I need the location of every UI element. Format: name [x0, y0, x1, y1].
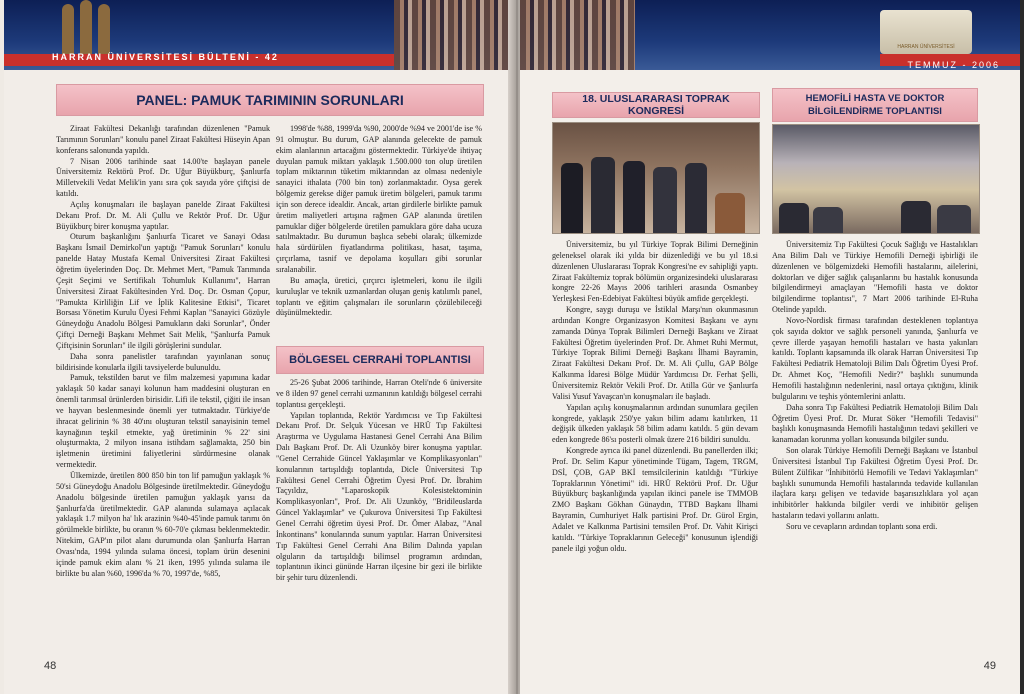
- logo-text: HARRAN ÜNİVERSİTESİ: [897, 44, 955, 50]
- person-figure: [591, 157, 615, 233]
- paragraph: Novo-Nordisk firması tarafından desteklenen toplantıya çok sayıda doktor ve sağlık personeli yanında, Şanlıurfa ve çevre illerde yaşayan hemofili hastaları ve hasta yakınları katıldı. Toplantı kapsamında ilk olarak Harran Üniversitesi Tıp Fakültesi Pediatrik Hematoloji Bilim Dalı Öğretim Üyesi Prof. Dr. Ahmet Koç, "Hemofili Nedir?" başlıklı sunumunda Hemofili hastalığının nedenlerini, nasıl ortaya çıktığını, klinik bulgularını ve teşhis yöntemlerini anlattı.: [772, 315, 978, 401]
- audience-figure: [937, 205, 971, 233]
- paragraph: Daha sonra panelistler tarafından yayınlanan sonuç bildirisinde konularla ilgili tavsiyelerde bulunuldu.: [56, 351, 270, 372]
- person-figure: [561, 163, 583, 233]
- paragraph: Kongrede ayrıca iki panel düzenlendi. Bu panellerden ilki; Prof. Dr. Selim Kapur yönetiminde Tügam, Tagem, TRGM, DSİ, ÇOB, GAP BKİ temsilcilerinin katıldığı "Türkiye Topraklarının Yönetimi" idi. HRÜ Rektörü Prof. Dr. Uğur Büyükburç başkanlığında yapılan ikinci panele ise TMMOB ZMO Başkanı Gökhan Günaydın, TTBD Başkanı İlhami Bayramin, Cumhuriyet Halk partisini Prof. Dr. Gürol Ergin, Adalet ve Kalkınma Partisini temsilen Prof. Dr. Vahit Kirişci katıldı. "Türkiye Topraklarının Geleceği" konusunun işlendiği panele ilgi yoğun oldu.: [552, 446, 758, 553]
- statue-icon: [62, 4, 74, 56]
- soil-congress-photo: [552, 122, 760, 234]
- person-figure: [653, 167, 677, 233]
- left-column-2b: [276, 378, 482, 584]
- paragraph: Üniversitemiz, bu yıl Türkiye Toprak Bilimi Derneğinin geleneksel olarak iki yılda bir düzenlediği ve bu yıl 18.si düzenlenen Uluslararası Toprak Kongresi'ne ev sahipliği yaptı. Ziraat Fakültemiz toprak bölümün organizesindeki uluslararası kongre 22-26 Mayıs 2006 tarihleri arasında Osmanbey Yerleşkesi Fen-Edebiyat Fakültesi büyük amfide gerçekleşti.: [552, 240, 758, 304]
- paragraph: Daha sonra Tıp Fakültesi Pediatrik Hematoloji Bilim Dalı Öğretim Üyesi Prof. Dr. Murat Söker "Hemofili Tedavisi" başlıklı konuşmasında Hemofili hastalığının tedavi şekilleri ve kanamadan korunma yolları konusunda bilgiler sundu.: [772, 402, 978, 445]
- paragraph: 7 Nisan 2006 tarihinde saat 14.00'te başlayan panele Üniversitemiz Rektörü Prof. Dr. Uğur Büyükburç, Şanlıurfa Milletvekili Vedat Melik'in yanı sıra çok sayıda yöre çiftçisi de katıldı.: [56, 156, 270, 199]
- table-figure: [715, 193, 745, 233]
- left-page: [4, 0, 514, 694]
- left-column-2: [276, 124, 482, 319]
- page-number: 49: [983, 660, 996, 672]
- person-figure: [685, 163, 707, 233]
- paragraph: Ülkemizde, üretilen 800 850 bin ton lif pamuğun yaklaşık % 50'si Güneydoğu Anadolu Bölgesinde üretilmektedir. Güneydoğu Anadolu bölgesinde üretilen pamuğun yaklaşık yarısı da Şanlıurfa'da üretilmektedir. GAP alanında sulamaya açılacak yaklaşık 1.7 milyon ha' lık arazinin %40-45'inde pamuk tarımı ön görülmekle birlikte, bu oranın % 60-70'e çıkması beklenmektedir. Nitekim, GAP'ın pilot alanı durumunda olan Şanlıurfa Harran Ovası'nda, 1994 yılında sulama öncesi, toplam ürün desenini içinde pamuk ekim alanı % 21 iken, 1995 yılında sulama ile birlikte bu alan %60, 1996'da % 70, 1997'de, %85,: [56, 471, 270, 578]
- audience-figure: [813, 207, 843, 233]
- right-page: [520, 0, 1020, 694]
- statue-icon: [80, 0, 92, 58]
- left-header-banner: [4, 0, 514, 70]
- paragraph: Yapılan toplantıda, Rektör Yardımcısı ve Tıp Fakültesi Dekanı Prof. Dr. Selçuk Yücesan ve HRÜ Tıp Fakültesi Araştırma ve Uygulama Hastanesi Genel Cerrahi Ana Bilim Dalı Başkanı Prof. Dr. Ali Uzunköy birer konuşma yaptılar. "Genel Cerrahide Güncel Yaklaşımlar ve Komplikasyonları" konularının tartışıldığı toplantıda, Dicle Üniversitesi Tıp Fakültesi Genel Cerrahi Öğretim Üyesi Prof. Dr. İbrahim Taçyıldız, "Laparoskopik Kolesistektominin Komplikasyonları", Prof. Dr. Ali Uzunköy, "Bridileuslarda Güncel Yaklaşımlar" ve Çukurova Üniversitesi Tıp Fakültesi Genel Cerrahi öğretim üyesi Prof. Dr. Ömer Alabaz, "Anal İnkontinans" konularında sunum yaptılar. Harran Üniversitesi Tıp Fakültesi Genel Cerrahi Ana Bilim Dalında yapılan olguların da tartışıldığı bilimsel programın ardından, toplantının ikinci gününde Harran ilçesine bir gezi ile birlikte bir şehir turu düzenlendi.: [276, 410, 482, 583]
- paragraph: Son olarak Türkiye Hemofili Derneği Başkanı ve İstanbul Üniversitesi İstanbul Tıp Fakültesi Öğretim Üyesi Prof. Dr. Bülent Zülfikar "İnhibitörlü Hemofili ve Tedavi Yaklaşımları" başlıklı sunumunda Hemofili hastalarında tedavide kullanılan ilaçlara karşı gelişen ve tedavide başarısızlıklara yol açan inhibitörler hakkında bilgiler verdi ve inhibitör gelişen hastaların tedavi yollarını anlattı.: [772, 446, 978, 521]
- hemophilia-title: HEMOFİLİ HASTA VE DOKTOR BİLGİLENDİRME TOPLANTISI: [772, 88, 978, 122]
- header-crowd-photo: [520, 0, 635, 70]
- scan-edge: [1020, 0, 1024, 694]
- audience-figure: [901, 201, 931, 233]
- surgery-meeting-title: BÖLGESEL CERRAHİ TOPLANTISI: [276, 346, 484, 374]
- right-header-banner: [520, 0, 1020, 70]
- paragraph: Bu amaçla, üretici, çırçırcı işletmeleri, konu ile ilgili kuruluşlar ve teknik uzmanlardan oluşan geniş katılımlı panel, toplantı ve eğitim çalışmaları ile sorunların çözülebileceği düşünülmektedir.: [276, 275, 482, 318]
- paragraph: Üniversitemiz Tıp Fakültesi Çocuk Sağlığı ve Hastalıkları Ana Bilim Dalı ve Türkiye Hemofili Derneği işbirliği ile düzenlenen ve bölgemizdeki Hemofili hastalarını, ailelerini, doktorları ve diğer sağlık çalışanlarını bu hastalık konusunda bilgilendirmeyi amaçlayan "Hemofili hasta ve doktor bilgilendirme toplantısı", 7 Mart 2006 tarihinde El-Ruha Otelinde yapıldı.: [772, 240, 978, 315]
- paragraph: Oturum başkanlığını Şanlıurfa Ticaret ve Sanayi Odası Başkanı İsmail Demirkol'un yaptığı "Pamuk Sorunları" konulu panelde Hatay Mustafa Kemal Üniversitesi Ziraat Fakültesi öğretim üyelerinden Doç. Dr. Mehmet Mert, "Pamuk Tarımında Çeşit Seçimi ve Sertifikalı Tohumluk Kullanımı", Harran Üniversitesi Ziraat Fakültesinden Yrd. Doç. Dr. Osman Çopur, "Pamukta Kirliliğin Lif ve İplik Kalitesine Etkisi", Ticaret Borsası Yönetim Kurulu Üyesi Fehmi Kaplan "Sanayici Gözüyle Güneydoğu Anadolu Bölgesi Pamukların daki Sorunlar", Önder Çiftçi Derneği Başkanı Mehmet Sait Melik, "Şanlıurfa Pamuk Çiftçisinin Sorunları" ile ilgili görüşlerini sundular.: [56, 232, 270, 350]
- panel-title: PANEL: PAMUK TARIMININ SORUNLARI: [56, 84, 484, 116]
- paragraph: Ziraat Fakültesi Dekanlığı tarafından düzenlenen "Pamuk Tarımının Sorunları" konulu panel Ziraat Fakültesi Hüseyin Apan konferans salonunda yapıldı.: [56, 124, 270, 155]
- page-number: 48: [44, 660, 57, 672]
- issue-date: TEMMUZ - 2006: [907, 60, 1000, 70]
- statue-icon: [98, 4, 110, 56]
- right-column-1: [552, 240, 758, 554]
- paragraph: Soru ve cevapların ardından toplantı sona erdi.: [786, 521, 938, 531]
- left-column-1: [56, 124, 270, 579]
- paragraph: Yapılan açılış konuşmalarının ardından sunumlara geçilen kongrede, yaklaşık 250'ye yakın bilim adamı katılırken, 11 değişik ülkeden yaklaşık 58 bilim adamı katıldı. 5 gün devam eden kongrede 86'sı posterli olmak üzere 216 bildiri sunuldu.: [552, 402, 758, 445]
- paragraph: 25-26 Şubat 2006 tarihinde, Harran Oteli'nde 6 üniversite ve 8 ilden 97 genel cerrahi uzmanının katıldığı bölgesel cerrahi toplantısı gerçekleşti.: [276, 378, 482, 409]
- university-logo: [880, 10, 972, 54]
- soil-congress-title: 18. ULUSLARARASI TOPRAK KONGRESİ: [552, 92, 760, 118]
- audience-figure: [779, 203, 809, 233]
- paragraph: 1998'de %88, 1999'da %90, 2000'de %94 ve 2001'de ise % 91 olmuştur. Bu durum, GAP alanında gelecekte de pamuk ekim alanlarının artacağını göstermektedir. Türkiye'de ihtiyaç duyulan pamuk miktarı yaklaşık 1.500.000 ton olup üretilen toplam miktarının tüketim miktarından az olması nedeniyle sanayici ithalata (700 bin ton) zorlanmaktadır. Oysa gerek bölgemiz gerekse diğer pamuk üretim bölgeleri, pamuk tarımı için son derece idealdir. Ancak, artan girdilerle birlikte pamuk üretim maliyetleri artışına rağmen GAP alanında üretilen pamuklar diğer bölgelerde üretilen pamuklara göre daha ucuza satılmaktadır. Bu durumun başlıca sebebi olarak; ülkemizde hala sürdürülen fiyatlandırma politikası, hasat, taşıma, çırçırlama, tasnif ve depolama koşulları gibi sorunlar sıralanabilir.: [276, 124, 482, 274]
- hemophilia-photo: [772, 124, 980, 234]
- paragraph: Pamuk, tekstilden barut ve film malzemesi yapımına kadar yaklaşık 50 kadar sanayi kolunun ham maddesini oluşturan en önemli tarımsal ürünlerden birisidir. Lifi ile tekstil, çiğiti ile insan ve hayvan beslenmesinde önemli yer tutmaktadır. Türkiye'de ihracat gelirinin % 38 40'ını oluşturan tekstil sanayisinin temel kaynağının teşkil etmekte, yağ üretiminin % 22' sini oluşturmakta, 2 milyon insana istihdam sağlamakta, 250 bin işletmenin üretimini faliyetlerini sürdürmesine olanak vermektedir.: [56, 373, 270, 470]
- header-crowd-photo: [394, 0, 514, 70]
- right-column-2: [772, 240, 978, 533]
- paragraph: Açılış konuşmaları ile başlayan panelde Ziraat Fakültesi Dekanı Prof. Dr. M. Ali Çullu ve Rektör Prof. Dr. Uğur Büyükburç birer konuşma yaptılar.: [56, 199, 270, 231]
- paragraph: Kongre, saygı duruşu ve İstiklal Marşı'nın okunmasının ardından Kongre Organizasyon Komitesi Başkanı ve aynı zamanda Dünya Toprak Bilimleri Derneği Başkanı ve Ziraat Fakültesi Öğretim üyelerinden Prof. Dr. Ahmet Ruhi Mermut, Türkiye Toprak Bilimi Derneği Başkanı İlhami Bayramin, Ziraat Fakültesi Dekanı Prof. Dr. M. Ali Çullu, GAP Bölge Kalkınma İdaresi Bölge Müdür Yardımcısı Dr. Ferhat Şelli, Üniversitemiz Rektör Vekili Prof. Dr. Atilla Gür ve Şanlıurfa Valisi Yusuf Yavaşcan'ın konuşmaları ile başladı.: [552, 305, 758, 401]
- person-figure: [623, 161, 645, 233]
- bulletin-title: HARRAN ÜNİVERSİTESİ BÜLTENİ - 42: [52, 52, 279, 62]
